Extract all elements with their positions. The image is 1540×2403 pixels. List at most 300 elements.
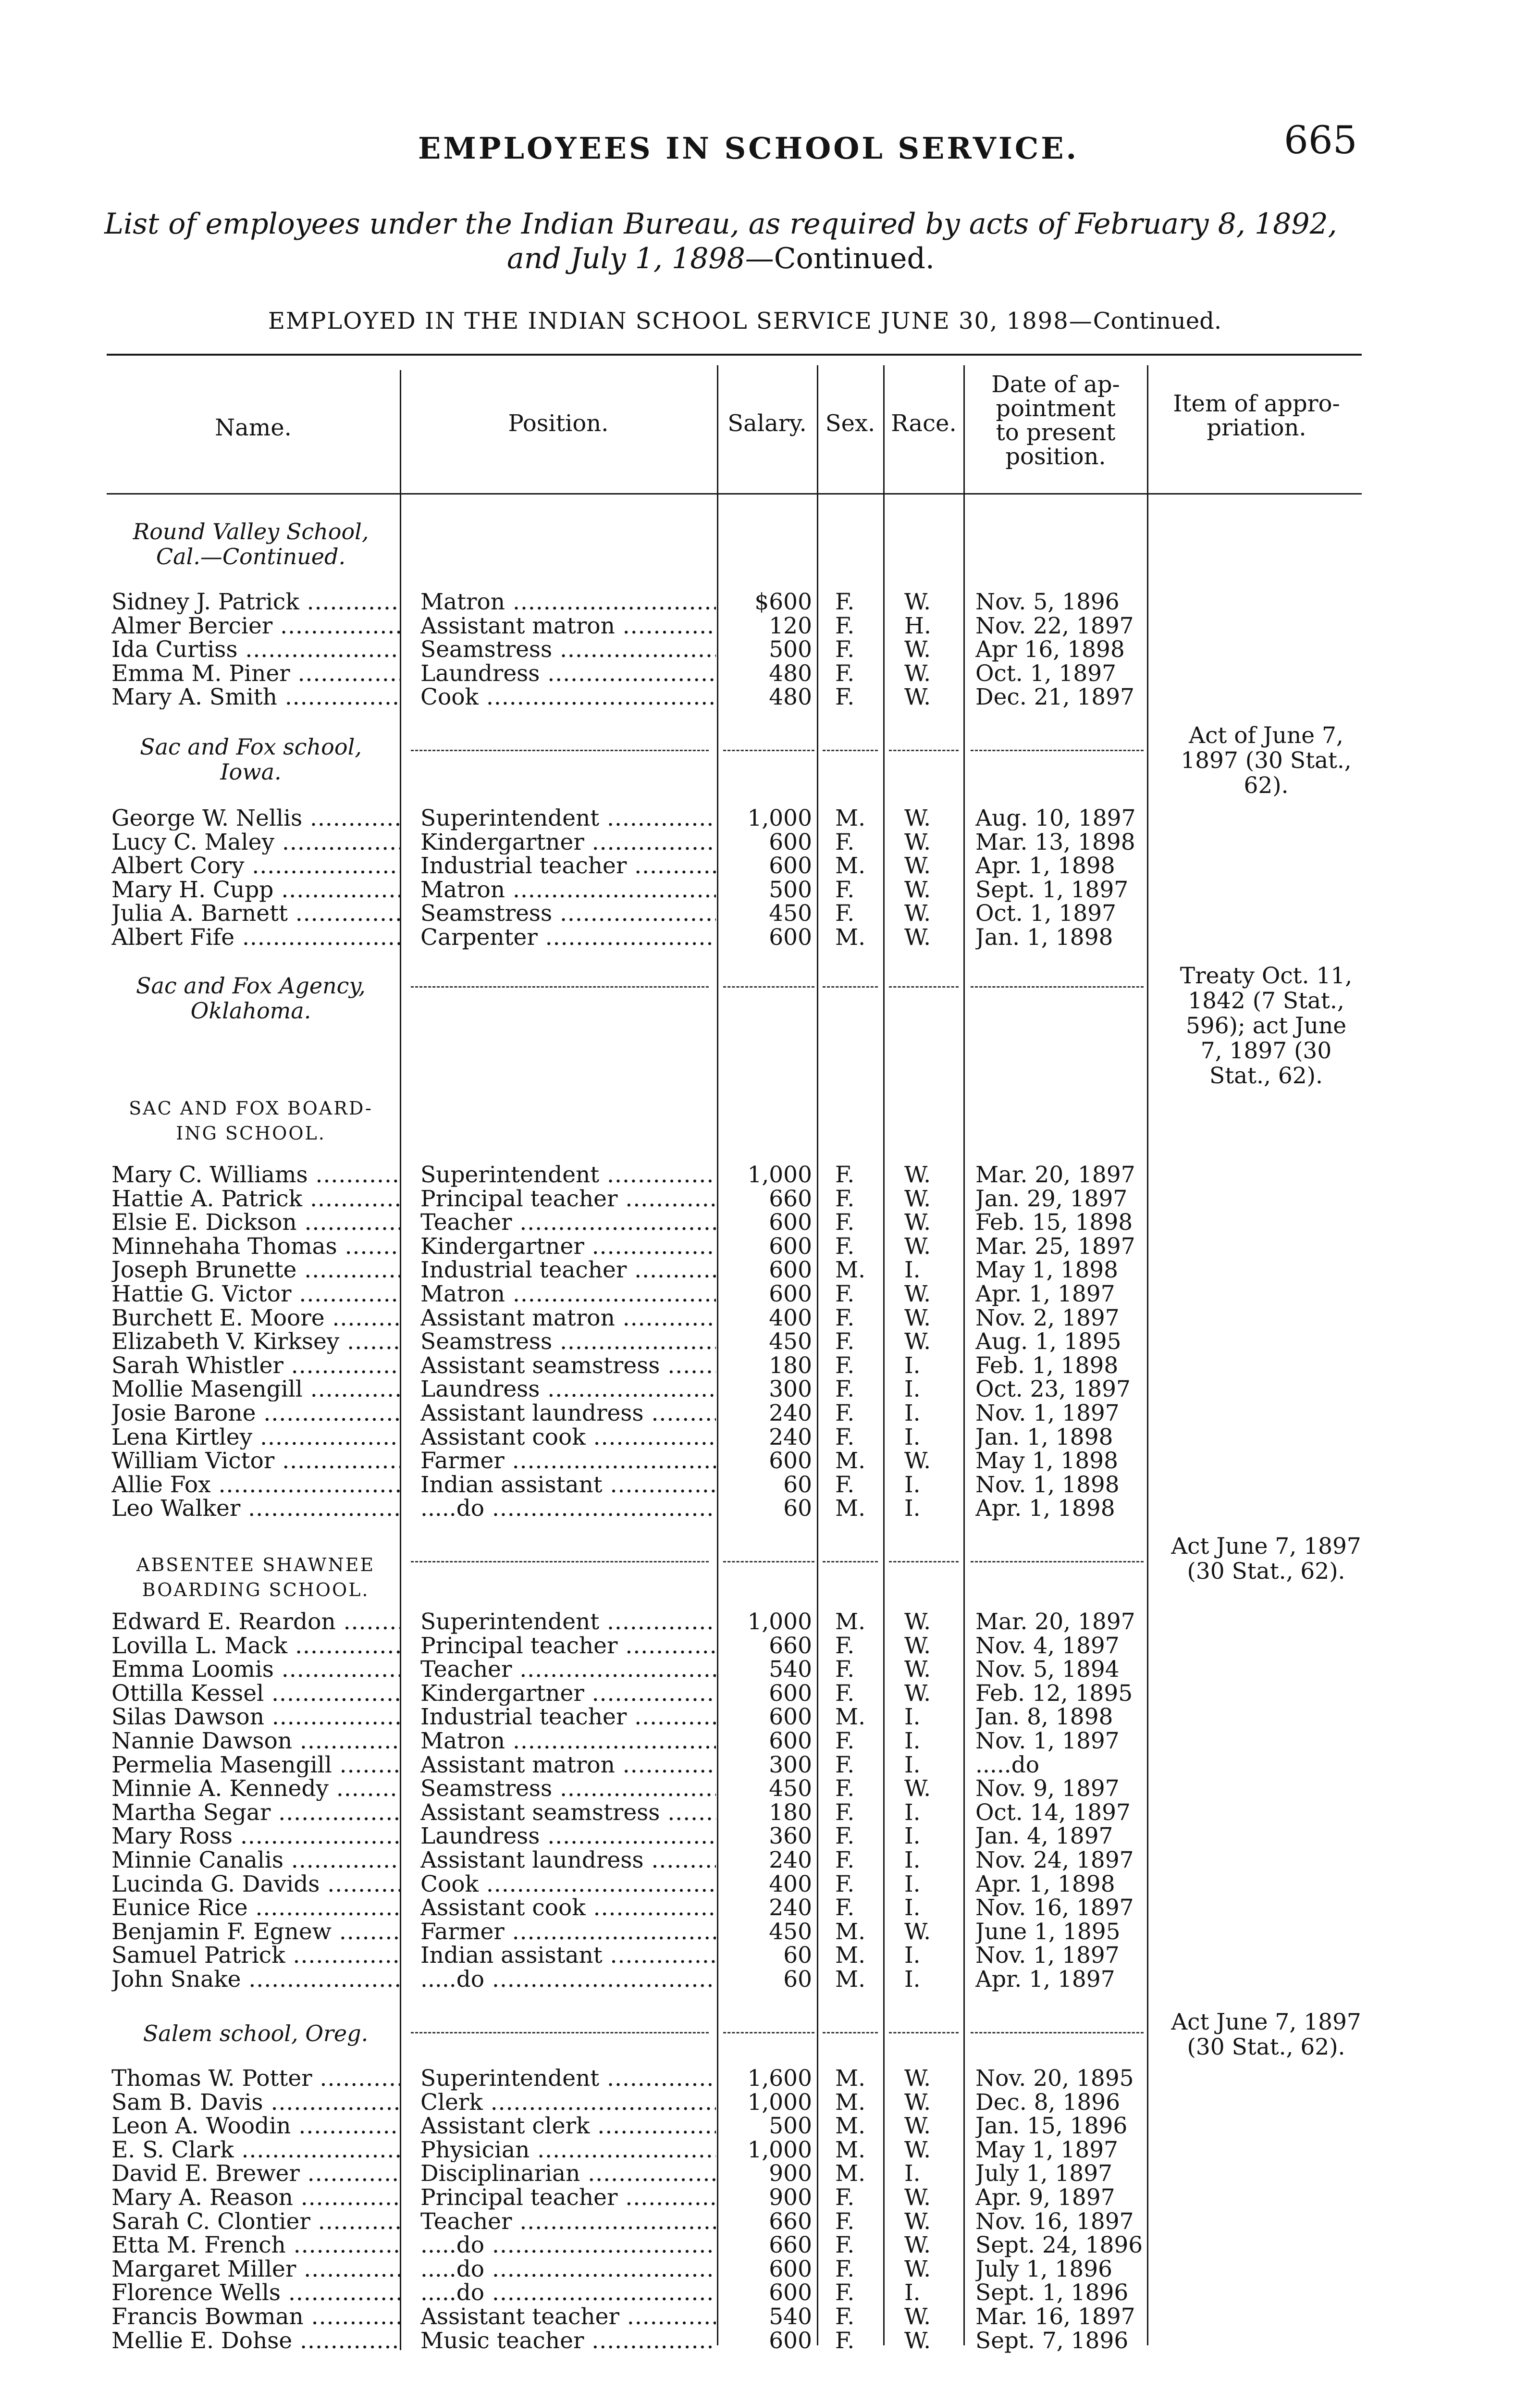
- position-cell: Laundress .....: [420, 662, 716, 686]
- salary-cell: 1,000: [747, 1163, 812, 1187]
- name-cell: Julia A. Barnett .....: [111, 902, 400, 926]
- date-cell: Jan. 4, 1897: [975, 1824, 1113, 1848]
- salary-cell: 600: [769, 1258, 812, 1282]
- name-cell: E. S. Clark .....: [111, 2138, 400, 2162]
- name-cell: Leon A. Woodin .....: [111, 2114, 400, 2138]
- salary-cell: 480: [769, 685, 812, 709]
- salary-cell: 600: [769, 1282, 812, 1306]
- date-cell: Mar. 13, 1898: [975, 830, 1135, 855]
- name-cell: Hattie G. Victor .....: [111, 1282, 400, 1306]
- salary-cell: 600: [769, 2281, 812, 2305]
- date-cell: Nov. 2, 1897: [975, 1306, 1120, 1330]
- race-cell: W.: [904, 1920, 931, 1944]
- name-cell: Eunice Rice .....: [111, 1896, 400, 1920]
- salary-cell: 400: [769, 1306, 812, 1330]
- table-row: [0, 1425, 1540, 1450]
- salary-cell: 1,600: [747, 2067, 812, 2091]
- date-cell: Apr. 1, 1898: [975, 1497, 1115, 1521]
- race-cell: I.: [904, 2162, 921, 2186]
- salary-cell: 660: [769, 1634, 812, 1658]
- salary-cell: 120: [769, 614, 812, 638]
- position-cell: Matron .....: [420, 590, 716, 614]
- section-dash-leader: [889, 750, 959, 751]
- table-row: [0, 1944, 1540, 1969]
- name-cell: Benjamin F. Egnew .....: [111, 1920, 400, 1944]
- table-row: [0, 806, 1540, 831]
- race-cell: W.: [904, 590, 931, 614]
- name-cell: Burchett E. Moore .....: [111, 1306, 400, 1330]
- table-row: [0, 1610, 1540, 1635]
- table-row: [0, 1354, 1540, 1379]
- table-row: [0, 662, 1540, 687]
- date-cell: Mar. 20, 1897: [975, 1610, 1135, 1634]
- date-cell: Nov. 1, 1897: [975, 1729, 1120, 1753]
- sex-cell: M.: [835, 2114, 866, 2138]
- name-cell: Mellie E. Dohse .....: [111, 2329, 400, 2353]
- name-cell: Sarah Whistler .....: [111, 1354, 400, 1378]
- section-dash-leader: [723, 2032, 814, 2033]
- table-row: [0, 1282, 1540, 1307]
- name-cell: Lucy C. Maley .....: [111, 830, 400, 855]
- table-row: [0, 2114, 1540, 2139]
- sex-cell: M.: [835, 1610, 866, 1634]
- salary-cell: 300: [769, 1753, 812, 1777]
- sex-cell: F.: [835, 1235, 855, 1259]
- caption-continued: Continued.: [774, 242, 935, 275]
- race-cell: W.: [904, 1306, 931, 1330]
- date-cell: Aug. 10, 1897: [975, 806, 1136, 830]
- subheading-main: EMPLOYED IN THE INDIAN SCHOOL SERVICE JUNE 30, 1898—: [268, 308, 1093, 334]
- sex-cell: M.: [835, 2091, 866, 2115]
- race-cell: W.: [904, 878, 931, 902]
- race-cell: I.: [904, 2281, 921, 2305]
- date-cell: Jan. 29, 1897: [975, 1187, 1128, 1211]
- sex-cell: F.: [835, 1801, 855, 1825]
- date-cell: Apr. 9, 1897: [975, 2186, 1115, 2210]
- position-cell: Laundress .....: [420, 1824, 716, 1848]
- race-cell: W.: [904, 2329, 931, 2353]
- date-cell: Nov. 16, 1897: [975, 2210, 1134, 2234]
- position-cell: Matron .....: [420, 1729, 716, 1753]
- sex-cell: F.: [835, 1872, 855, 1896]
- table-row: [0, 1658, 1540, 1683]
- race-cell: W.: [904, 2138, 931, 2162]
- name-cell: Emma M. Piner .....: [111, 662, 400, 686]
- position-cell: .....do .....: [420, 2233, 716, 2257]
- salary-cell: 900: [769, 2186, 812, 2210]
- name-cell: Mary A. Smith .....: [111, 685, 400, 709]
- position-cell: Assistant laundress .....: [420, 1401, 716, 1425]
- date-cell: Nov. 22, 1897: [975, 614, 1134, 638]
- sex-cell: F.: [835, 2281, 855, 2305]
- section-dash-leader: [889, 1561, 959, 1562]
- table-row: [0, 902, 1540, 927]
- caption-line-1: List of employees under the Indian Bureau, as required by acts of February 8, 1892,: [104, 207, 1337, 241]
- position-cell: Principal teacher .....: [420, 2186, 716, 2210]
- table-row: [0, 590, 1540, 615]
- name-cell: George W. Nellis .....: [111, 806, 400, 830]
- table-row: [0, 1211, 1540, 1236]
- table-row: [0, 1920, 1540, 1945]
- name-cell: Lena Kirtley .....: [111, 1425, 400, 1449]
- race-cell: W.: [904, 1610, 931, 1634]
- sex-cell: F.: [835, 638, 855, 662]
- table-row: [0, 1401, 1540, 1426]
- race-cell: W.: [904, 1634, 931, 1658]
- table-row: [0, 1449, 1540, 1474]
- name-cell: Sarah C. Clontier .....: [111, 2210, 400, 2234]
- race-cell: I.: [904, 1497, 921, 1521]
- position-cell: Teacher .....: [420, 2210, 716, 2234]
- date-cell: Oct. 1, 1897: [975, 662, 1117, 686]
- race-cell: W.: [904, 2114, 931, 2138]
- section-dash-leader: [823, 1561, 878, 1562]
- sex-cell: F.: [835, 590, 855, 614]
- race-cell: H.: [904, 614, 931, 638]
- section-dash-leader: [971, 1561, 1144, 1562]
- salary-cell: 900: [769, 2162, 812, 2186]
- caption-line-2-main: and July 1, 1898—: [506, 242, 774, 275]
- sex-cell: F.: [835, 1425, 855, 1449]
- date-cell: Apr. 1, 1897: [975, 1282, 1115, 1306]
- sex-cell: F.: [835, 1729, 855, 1753]
- header-position: Position.: [508, 410, 609, 437]
- position-cell: Music teacher .....: [420, 2329, 716, 2353]
- name-cell: Elsie E. Dickson .....: [111, 1211, 400, 1235]
- sex-cell: M.: [835, 1449, 866, 1473]
- race-cell: W.: [904, 2091, 931, 2115]
- salary-cell: 1,000: [747, 806, 812, 830]
- table-row: [0, 2329, 1540, 2354]
- salary-cell: 600: [769, 1211, 812, 1235]
- table-row: [0, 1163, 1540, 1188]
- race-cell: I.: [904, 1968, 921, 1992]
- race-cell: W.: [904, 854, 931, 878]
- name-cell: Emma Loomis .....: [111, 1658, 400, 1682]
- appropriation-note: Act June 7, 1897 (30 Stat., 62).: [1171, 2009, 1361, 2060]
- sex-cell: F.: [835, 662, 855, 686]
- race-cell: W.: [904, 1211, 931, 1235]
- header-name: Name.: [215, 414, 292, 441]
- name-cell: Mary A. Reason .....: [111, 2186, 400, 2210]
- position-cell: Teacher .....: [420, 1658, 716, 1682]
- sex-cell: M.: [835, 1920, 866, 1944]
- sex-cell: M.: [835, 1497, 866, 1521]
- table-row: [0, 2162, 1540, 2187]
- salary-cell: 600: [769, 1449, 812, 1473]
- table-row: [0, 878, 1540, 903]
- section-dash-leader: [971, 2032, 1144, 2033]
- position-cell: .....do .....: [420, 1497, 716, 1521]
- race-cell: I.: [904, 1944, 921, 1968]
- salary-cell: 450: [769, 1777, 812, 1801]
- running-title: EMPLOYEES IN SCHOOL SERVICE.: [418, 131, 1079, 166]
- table-row: [0, 2067, 1540, 2092]
- race-cell: W.: [904, 1682, 931, 1706]
- name-cell: Minnehaha Thomas .....: [111, 1235, 400, 1259]
- date-cell: Nov. 4, 1897: [975, 1634, 1120, 1658]
- race-cell: I.: [904, 1473, 921, 1497]
- position-cell: Farmer .....: [420, 1449, 716, 1473]
- salary-cell: 600: [769, 1235, 812, 1259]
- section-dash-leader: [411, 750, 709, 751]
- sex-cell: F.: [835, 1187, 855, 1211]
- salary-cell: 450: [769, 1330, 812, 1354]
- salary-cell: 60: [783, 1497, 812, 1521]
- name-cell: Elizabeth V. Kirksey .....: [111, 1330, 400, 1354]
- salary-cell: 240: [769, 1401, 812, 1425]
- sex-cell: F.: [835, 1354, 855, 1378]
- name-cell: Florence Wells .....: [111, 2281, 400, 2305]
- name-cell: Edward E. Reardon .....: [111, 1610, 400, 1634]
- salary-cell: 660: [769, 2210, 812, 2234]
- sex-cell: F.: [835, 685, 855, 709]
- date-cell: Mar. 20, 1897: [975, 1163, 1135, 1187]
- name-cell: Etta M. French .....: [111, 2233, 400, 2257]
- position-cell: Cook .....: [420, 685, 716, 709]
- sex-cell: F.: [835, 614, 855, 638]
- position-cell: Assistant cook .....: [420, 1896, 716, 1920]
- race-cell: W.: [904, 662, 931, 686]
- salary-cell: 600: [769, 1729, 812, 1753]
- position-cell: Teacher .....: [420, 1211, 716, 1235]
- salary-cell: 240: [769, 1848, 812, 1872]
- date-cell: Dec. 8, 1896: [975, 2091, 1121, 2115]
- name-cell: Albert Fife .....: [111, 926, 400, 950]
- name-cell: Sidney J. Patrick .....: [111, 590, 400, 614]
- salary-cell: $600: [754, 590, 812, 614]
- salary-cell: 400: [769, 1872, 812, 1896]
- position-cell: Seamstress .....: [420, 638, 716, 662]
- sex-cell: F.: [835, 1753, 855, 1777]
- date-cell: Feb. 15, 1898: [975, 1211, 1133, 1235]
- position-cell: Seamstress .....: [420, 902, 716, 926]
- sex-cell: F.: [835, 902, 855, 926]
- header-race: Race.: [891, 410, 957, 437]
- name-cell: William Victor .....: [111, 1449, 400, 1473]
- position-cell: Seamstress .....: [420, 1777, 716, 1801]
- date-cell: .....do: [975, 1753, 1040, 1777]
- race-cell: I.: [904, 1425, 921, 1449]
- race-cell: W.: [904, 830, 931, 855]
- salary-cell: 360: [769, 1824, 812, 1848]
- salary-cell: 180: [769, 1354, 812, 1378]
- salary-cell: 1,000: [747, 2138, 812, 2162]
- sex-cell: F.: [835, 1682, 855, 1706]
- section-dash-leader: [889, 2032, 959, 2033]
- salary-cell: 660: [769, 1187, 812, 1211]
- position-cell: .....do .....: [420, 2257, 716, 2281]
- sex-cell: F.: [835, 2305, 855, 2329]
- race-cell: W.: [904, 1658, 931, 1682]
- sex-cell: F.: [835, 1401, 855, 1425]
- date-cell: Feb. 1, 1898: [975, 1354, 1119, 1378]
- position-cell: Assistant seamstress .....: [420, 1354, 716, 1378]
- table-row: [0, 830, 1540, 855]
- race-cell: I.: [904, 1258, 921, 1282]
- salary-cell: 600: [769, 2257, 812, 2281]
- salary-cell: 540: [769, 1658, 812, 1682]
- date-cell: June 1, 1895: [975, 1920, 1121, 1944]
- table-row: [0, 1377, 1540, 1402]
- position-cell: Principal teacher .....: [420, 1634, 716, 1658]
- race-cell: I.: [904, 1377, 921, 1401]
- position-cell: Principal teacher .....: [420, 1187, 716, 1211]
- section-title: Sac and Fox school, Iowa.: [140, 734, 362, 785]
- date-cell: July 1, 1896: [975, 2257, 1113, 2281]
- section-title: SAC AND FOX BOARD- ING SCHOOL.: [129, 1098, 373, 1144]
- race-cell: W.: [904, 2186, 931, 2210]
- position-cell: .....do .....: [420, 2281, 716, 2305]
- date-cell: May 1, 1898: [975, 1258, 1119, 1282]
- position-cell: Superintendent .....: [420, 806, 716, 830]
- name-cell: Nannie Dawson .....: [111, 1729, 400, 1753]
- date-cell: Oct. 14, 1897: [975, 1801, 1131, 1825]
- date-cell: May 1, 1897: [975, 2138, 1119, 2162]
- appropriation-note: Act of June 7, 1897 (30 Stat., 62).: [1181, 722, 1352, 799]
- sex-cell: M.: [835, 806, 866, 830]
- section-title: Sac and Fox Agency, Oklahoma.: [136, 973, 366, 1024]
- salary-cell: 60: [783, 1968, 812, 1992]
- subheading-continued: Continued.: [1093, 308, 1222, 334]
- sex-cell: F.: [835, 878, 855, 902]
- sex-cell: M.: [835, 1968, 866, 1992]
- sex-cell: F.: [835, 1896, 855, 1920]
- date-cell: Nov. 24, 1897: [975, 1848, 1134, 1872]
- position-cell: Indian assistant .....: [420, 1944, 716, 1968]
- name-cell: Martha Segar .....: [111, 1801, 400, 1825]
- name-cell: Joseph Brunette .....: [111, 1258, 400, 1282]
- section-dash-leader: [723, 986, 814, 988]
- salary-cell: 240: [769, 1425, 812, 1449]
- date-cell: Nov. 1, 1898: [975, 1473, 1120, 1497]
- salary-cell: 600: [769, 854, 812, 878]
- position-cell: .....do .....: [420, 1968, 716, 1992]
- race-cell: W.: [904, 1163, 931, 1187]
- position-cell: Superintendent .....: [420, 1610, 716, 1634]
- sex-cell: F.: [835, 1282, 855, 1306]
- sex-cell: M.: [835, 854, 866, 878]
- name-cell: Minnie A. Kennedy .....: [111, 1777, 400, 1801]
- table-row: [0, 1777, 1540, 1802]
- name-cell: Mollie Masengill .....: [111, 1377, 400, 1401]
- sex-cell: F.: [835, 1848, 855, 1872]
- name-cell: Samuel Patrick .....: [111, 1944, 400, 1968]
- position-cell: Industrial teacher .....: [420, 854, 716, 878]
- race-cell: W.: [904, 926, 931, 950]
- page-number: 665: [1284, 118, 1357, 162]
- race-cell: W.: [904, 2257, 931, 2281]
- race-cell: W.: [904, 1187, 931, 1211]
- table-row: [0, 1682, 1540, 1707]
- salary-cell: 300: [769, 1377, 812, 1401]
- date-cell: Apr. 1, 1897: [975, 1968, 1115, 1992]
- race-cell: W.: [904, 2233, 931, 2257]
- sex-cell: F.: [835, 1473, 855, 1497]
- appropriation-note: Act June 7, 1897 (30 Stat., 62).: [1171, 1533, 1361, 1585]
- name-cell: Lucinda G. Davids .....: [111, 1872, 400, 1896]
- date-cell: Aug. 1, 1895: [975, 1330, 1121, 1354]
- table-row: [0, 1705, 1540, 1730]
- sex-cell: M.: [835, 1944, 866, 1968]
- section-dash-leader: [411, 1561, 709, 1562]
- date-cell: Sept. 24, 1896: [975, 2233, 1143, 2257]
- race-cell: W.: [904, 1777, 931, 1801]
- date-cell: Dec. 21, 1897: [975, 685, 1134, 709]
- sex-cell: F.: [835, 1163, 855, 1187]
- table-row: [0, 685, 1540, 710]
- sex-cell: F.: [835, 1211, 855, 1235]
- date-cell: July 1, 1897: [975, 2162, 1113, 2186]
- race-cell: I.: [904, 1354, 921, 1378]
- date-cell: Sept. 7, 1896: [975, 2329, 1129, 2353]
- date-cell: Sept. 1, 1897: [975, 878, 1129, 902]
- salary-cell: 500: [769, 2114, 812, 2138]
- table-row: [0, 2305, 1540, 2330]
- section-dash-leader: [723, 750, 814, 751]
- salary-cell: 660: [769, 2233, 812, 2257]
- table-row: [0, 2186, 1540, 2211]
- sex-cell: F.: [835, 2233, 855, 2257]
- table-row: [0, 1872, 1540, 1897]
- sex-cell: F.: [835, 2329, 855, 2353]
- position-cell: Assistant seamstress .....: [420, 1801, 716, 1825]
- name-cell: Ottilla Kessel .....: [111, 1682, 400, 1706]
- race-cell: I.: [904, 1801, 921, 1825]
- table-row: [0, 1497, 1540, 1522]
- race-cell: I.: [904, 1401, 921, 1425]
- position-cell: Assistant matron .....: [420, 1753, 716, 1777]
- section-title: Salem school, Oreg.: [143, 2020, 369, 2046]
- section-dash-leader: [823, 2032, 878, 2033]
- sex-cell: M.: [835, 2138, 866, 2162]
- name-cell: Thomas W. Potter .....: [111, 2067, 400, 2091]
- sex-cell: M.: [835, 1705, 866, 1729]
- sex-cell: F.: [835, 1377, 855, 1401]
- salary-cell: 500: [769, 638, 812, 662]
- date-cell: Nov. 16, 1897: [975, 1896, 1134, 1920]
- position-cell: Matron .....: [420, 878, 716, 902]
- race-cell: W.: [904, 806, 931, 830]
- name-cell: Lovilla L. Mack .....: [111, 1634, 400, 1658]
- section-title: Round Valley School, Cal.—Continued.: [133, 519, 369, 570]
- table-row: [0, 1729, 1540, 1754]
- name-cell: Mary H. Cupp .....: [111, 878, 400, 902]
- table-row: [0, 1753, 1540, 1778]
- sex-cell: F.: [835, 830, 855, 855]
- position-cell: Cook .....: [420, 1872, 716, 1896]
- date-cell: Oct. 23, 1897: [975, 1377, 1131, 1401]
- sex-cell: M.: [835, 926, 866, 950]
- section-dash-leader: [823, 750, 878, 751]
- date-cell: Jan. 1, 1898: [975, 1425, 1113, 1449]
- position-cell: Assistant teacher .....: [420, 2305, 716, 2329]
- salary-cell: 480: [769, 662, 812, 686]
- name-cell: Almer Bercier .....: [111, 614, 400, 638]
- date-cell: Nov. 5, 1894: [975, 1658, 1120, 1682]
- table-row: [0, 638, 1540, 663]
- date-cell: Nov. 1, 1897: [975, 1401, 1120, 1425]
- race-cell: W.: [904, 638, 931, 662]
- position-cell: Assistant matron .....: [420, 614, 716, 638]
- date-cell: Nov. 1, 1897: [975, 1944, 1120, 1968]
- header-date: Date of ap- pointment to present position.: [991, 371, 1120, 470]
- sex-cell: F.: [835, 2210, 855, 2234]
- table-row: [0, 1848, 1540, 1873]
- table-row: [0, 2091, 1540, 2116]
- race-cell: W.: [904, 2067, 931, 2091]
- table-row: [0, 1801, 1540, 1826]
